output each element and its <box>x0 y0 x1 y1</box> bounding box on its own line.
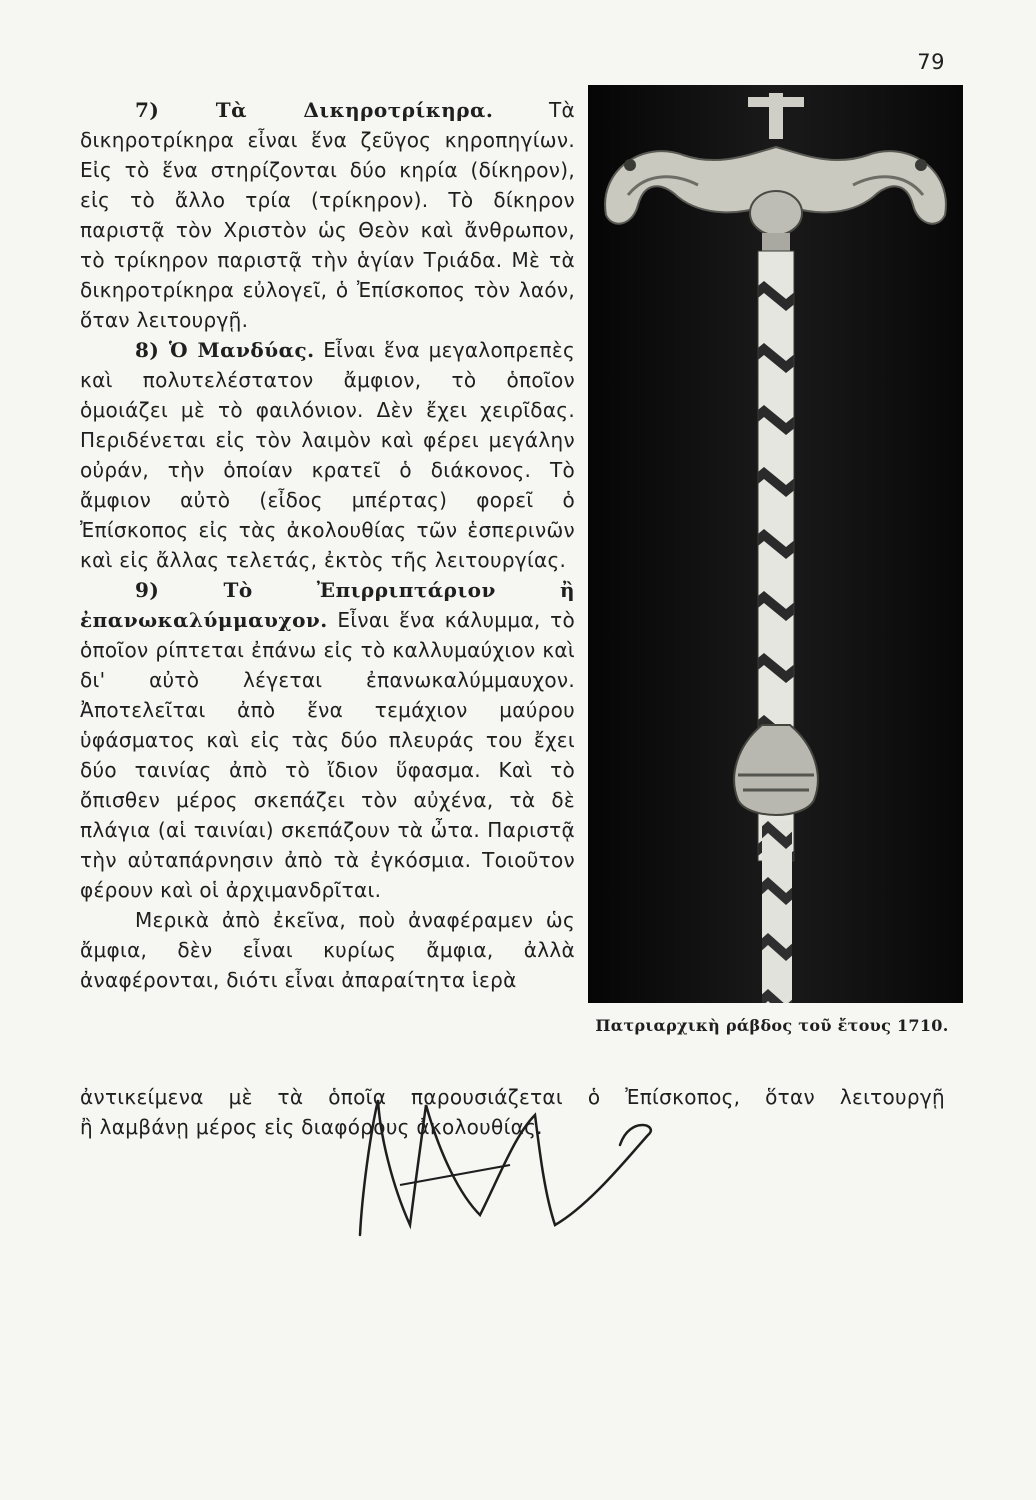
figure-caption: Πατριαρχικὴ ράβδος τοῦ ἔτους 1710. <box>595 1016 949 1035</box>
handwritten-signature <box>330 1095 660 1245</box>
paragraph-body: Τὰ δικηροτρίκηρα εἶναι ἕνα ζεῦγος κηροπηγίων. Εἰς τὸ ἕνα στηρίζονται δύο κηρία (δίκηρον), εἰς τὸ ἄλλο τρία (τρίκηρον). Τὸ δίκηρον παριστᾷ τὸν Χριστὸν ὡς Θεὸν καὶ ἄνθρωπον, τὸ τρίκηρον παριστᾷ τὴν ἁγίαν Τριάδα. Μὲ τὰ δικηροτρίκηρα εὐλογεῖ, ὁ Ἐπίσκοπος τὸν λαόν, ὅταν λειτουργῇ. <box>80 98 575 332</box>
closing-line-2: ἀντικείμενα μὲ τὰ ὁποῖα παρουσιάζεται ὁ Ἐπίσκοπος, ὅταν λειτουργῇ <box>80 1085 945 1109</box>
paragraph-mandyas <box>80 335 575 575</box>
paragraph-dikirotrikira <box>80 95 575 335</box>
page-number: 79 <box>917 50 945 74</box>
paragraph-body: Εἶναι ἕνα μεγαλοπρεπὲς καὶ πολυτελέστατον ἄμφιον, τὸ ὁποῖον ὁμοιάζει μὲ τὸ φαιλόνιον. Δὲν ἔχει χειρῖδας. Περιδένεται εἰς τὸν λαιμὸν καὶ φέρει μεγάλην οὐράν, τὴν ὁποίαν κρατεῖ ὁ διάκονος. Τὸ ἄμφιον αὐτὸ (εἶδος μπέρτας) φορεῖ ὁ Ἐπίσκοπος εἰς τὰς ἀκολουθίας τῶν ἑσπερινῶν καὶ εἰς ἄλλας τελετάς, ἐκτὸς τῆς λειτουργίας. <box>80 338 575 572</box>
patriarchal-staff-photo <box>588 85 963 1003</box>
paragraph-heading: 7) Τὰ Δικηροτρίκηρα. <box>135 98 494 122</box>
paragraph-epirriptarion <box>80 575 575 905</box>
paragraph-heading: 9) Τὸ Ἐπιρριπτάριον ἢ ἐπανωκαλύμμαυχον. <box>80 578 575 632</box>
closing-line-3: ἢ λαμβάνῃ μέρος εἰς διαφόρους ἀκολουθίας. <box>80 1115 543 1139</box>
main-text-column <box>80 95 575 995</box>
paragraph-heading: 8) Ὁ Μανδύας. <box>135 338 315 362</box>
staff-illustration <box>588 85 963 1003</box>
paragraph-body: Εἶναι ἕνα κάλυμμα, τὸ ὁποῖον ρίπτεται ἐπάνω εἰς τὸ καλλυμαύχιον καὶ δι' αὐτὸ λέγεται ἐπανωκαλύμμαυχον. Ἀποτελεῖται ἀπὸ ἕνα τεμάχιον μαύρου ὑφάσματος καὶ εἰς τὰς δύο πλευράς του ἔχει δύο ταινίας ἀπὸ τὸ ἴδιον ὕφασμα. Καὶ τὸ ὄπισθεν μέρος σκεπάζει τὸν αὐχένα, τὰ δὲ πλάγια (αἱ ταινίαι) σκεπάζουν τὰ ὦτα. Παριστᾷ τὴν αὐταπάρνησιν ἀπὸ τὰ ἐγκόσμια. Τοιοῦτον φέρουν καὶ οἱ ἀρχιμανδρῖται. <box>80 608 575 902</box>
staff-lower-shaft <box>762 820 792 1003</box>
paragraph-closing-start: Μερικὰ ἀπὸ ἐκεῖνα, ποὺ ἀναφέραμεν ὡς ἄμφια, δὲν εἶναι κυρίως ἄμφια, ἀλλὰ ἀναφέρονται, διότι εἶναι ἀπαραίτητα ἱερὰ <box>80 908 575 992</box>
